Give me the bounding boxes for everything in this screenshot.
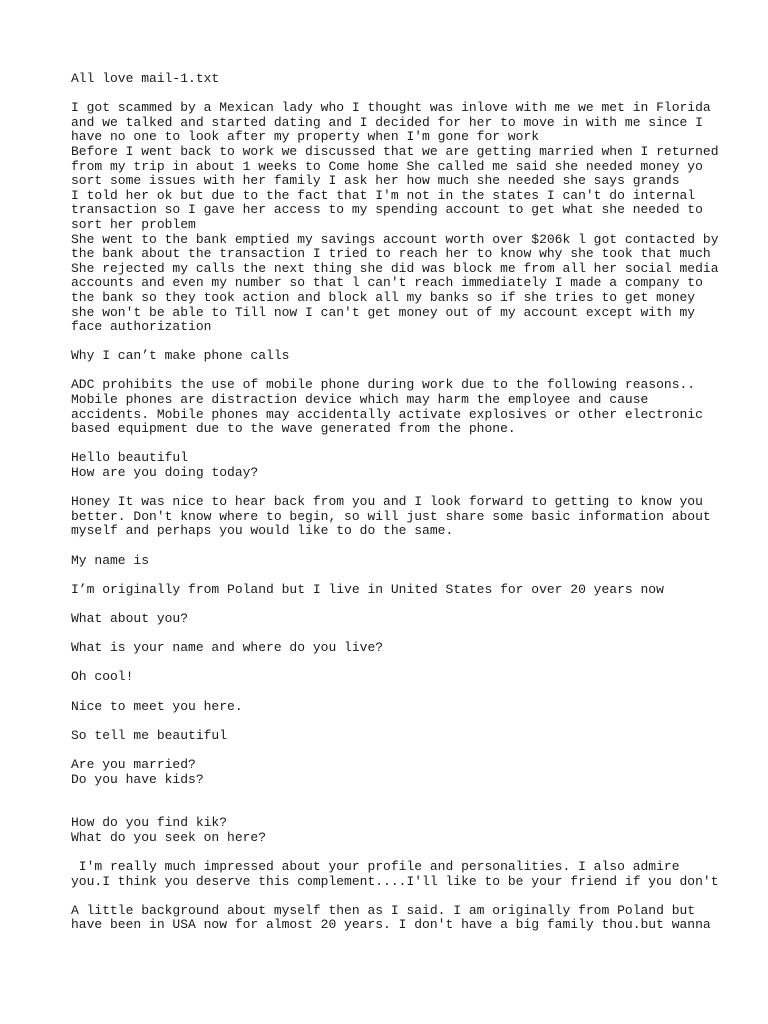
text-line: accidents. Mobile phones may accidentally activate explosives or other electronic xyxy=(71,406,703,422)
text-paragraph xyxy=(71,451,731,480)
text-line: How are you doing today? xyxy=(71,465,259,481)
text-line: A little background about myself then as I said. I am originally from Poland but xyxy=(71,902,696,918)
text-line: accounts and even my number so that l can't reach immediately I made a company to xyxy=(71,275,703,291)
text-paragraph xyxy=(71,554,731,569)
text-line: based equipment due to the wave generated from the phone. xyxy=(71,421,516,437)
text-line: She went to the bank emptied my savings account worth over $206k l got contacted by xyxy=(71,231,719,247)
text-line: Do you have kids? xyxy=(71,771,204,787)
text-line: the bank about the transaction I tried to reach her to know why she took that much xyxy=(71,246,711,262)
text-line: have no one to look after my property when I'm gone for work xyxy=(71,129,540,145)
text-paragraph xyxy=(71,72,731,87)
text-paragraph xyxy=(71,758,731,787)
text-paragraph xyxy=(71,904,731,933)
text-line: Are you married? xyxy=(71,756,196,772)
text-paragraph xyxy=(71,583,731,598)
text-line: Hello beautiful xyxy=(71,450,189,466)
text-line: have been in USA now for almost 20 years. I don't have a big family thou.but wanna xyxy=(71,917,711,933)
text-line: from my trip in about 1 weeks to Come home She called me said she needed money yo xyxy=(71,158,703,174)
text-line: She rejected my calls the next thing she did was block me from all her social media xyxy=(71,260,719,276)
text-line: sort some issues with her family I ask her how much she needed she says grands xyxy=(71,173,680,189)
text-paragraph xyxy=(71,101,731,335)
text-line: Why I can’t make phone calls xyxy=(71,348,290,364)
text-line: face authorization xyxy=(71,319,212,335)
text-line: What about you? xyxy=(71,610,189,626)
text-line: I’m originally from Poland but I live in United States for over 20 years now xyxy=(71,581,664,597)
text-paragraph xyxy=(71,860,731,889)
text-paragraph xyxy=(71,612,731,627)
text-paragraph xyxy=(71,729,731,744)
text-line: All love mail-1.txt xyxy=(71,71,220,86)
text-line: Mobile phones are distraction device which may harm the employee and cause xyxy=(71,392,649,408)
text-paragraph xyxy=(71,670,731,685)
text-line: Honey It was nice to hear back from you and I look forward to getting to know you xyxy=(71,494,703,510)
text-line: How do you find kik? xyxy=(71,815,228,831)
text-paragraph xyxy=(71,495,731,539)
text-paragraph xyxy=(71,700,731,715)
document-text-body xyxy=(71,72,731,948)
text-line: she won't be able to Till now I can't get money out of my account except with my xyxy=(71,304,696,320)
text-line: you.I think you deserve this complement....I'll like to be your friend if you don't xyxy=(71,873,719,889)
text-line: I got scammed by a Mexican lady who I thought was inlove with me we met in Florida xyxy=(71,100,711,116)
text-line: and we talked and started dating and I decided for her to move in with me since I xyxy=(71,114,703,130)
text-line: better. Don't know where to begin, so will just share some basic information about xyxy=(71,508,711,524)
text-line: the bank so they took action and block all my banks so if she tries to get money xyxy=(71,289,696,305)
text-line: I told her ok but due to the fact that I'm not in the states I can't do internal xyxy=(71,187,696,203)
text-paragraph xyxy=(71,349,731,364)
text-paragraph xyxy=(71,378,731,436)
text-line: transaction so I gave her access to my spending account to get what she needed to xyxy=(71,202,703,218)
text-line: ADC prohibits the use of mobile phone during work due to the following reasons.. xyxy=(71,377,696,393)
text-line: I'm really much impressed about your profile and personalities. I also admire xyxy=(71,859,680,875)
text-line: myself and perhaps you would like to do the same. xyxy=(71,523,454,539)
text-line: So tell me beautiful xyxy=(71,727,228,743)
text-line: Oh cool! xyxy=(71,669,134,685)
text-paragraph xyxy=(71,816,731,845)
text-line: Nice to meet you here. xyxy=(71,698,243,714)
text-paragraph xyxy=(71,641,731,656)
text-line: Before I went back to work we discussed that we are getting married when I returned xyxy=(71,143,719,159)
text-line: sort her problem xyxy=(71,216,196,232)
text-line: What do you seek on here? xyxy=(71,829,267,845)
text-line: What is your name and where do you live? xyxy=(71,640,384,656)
text-line: My name is xyxy=(71,552,150,568)
